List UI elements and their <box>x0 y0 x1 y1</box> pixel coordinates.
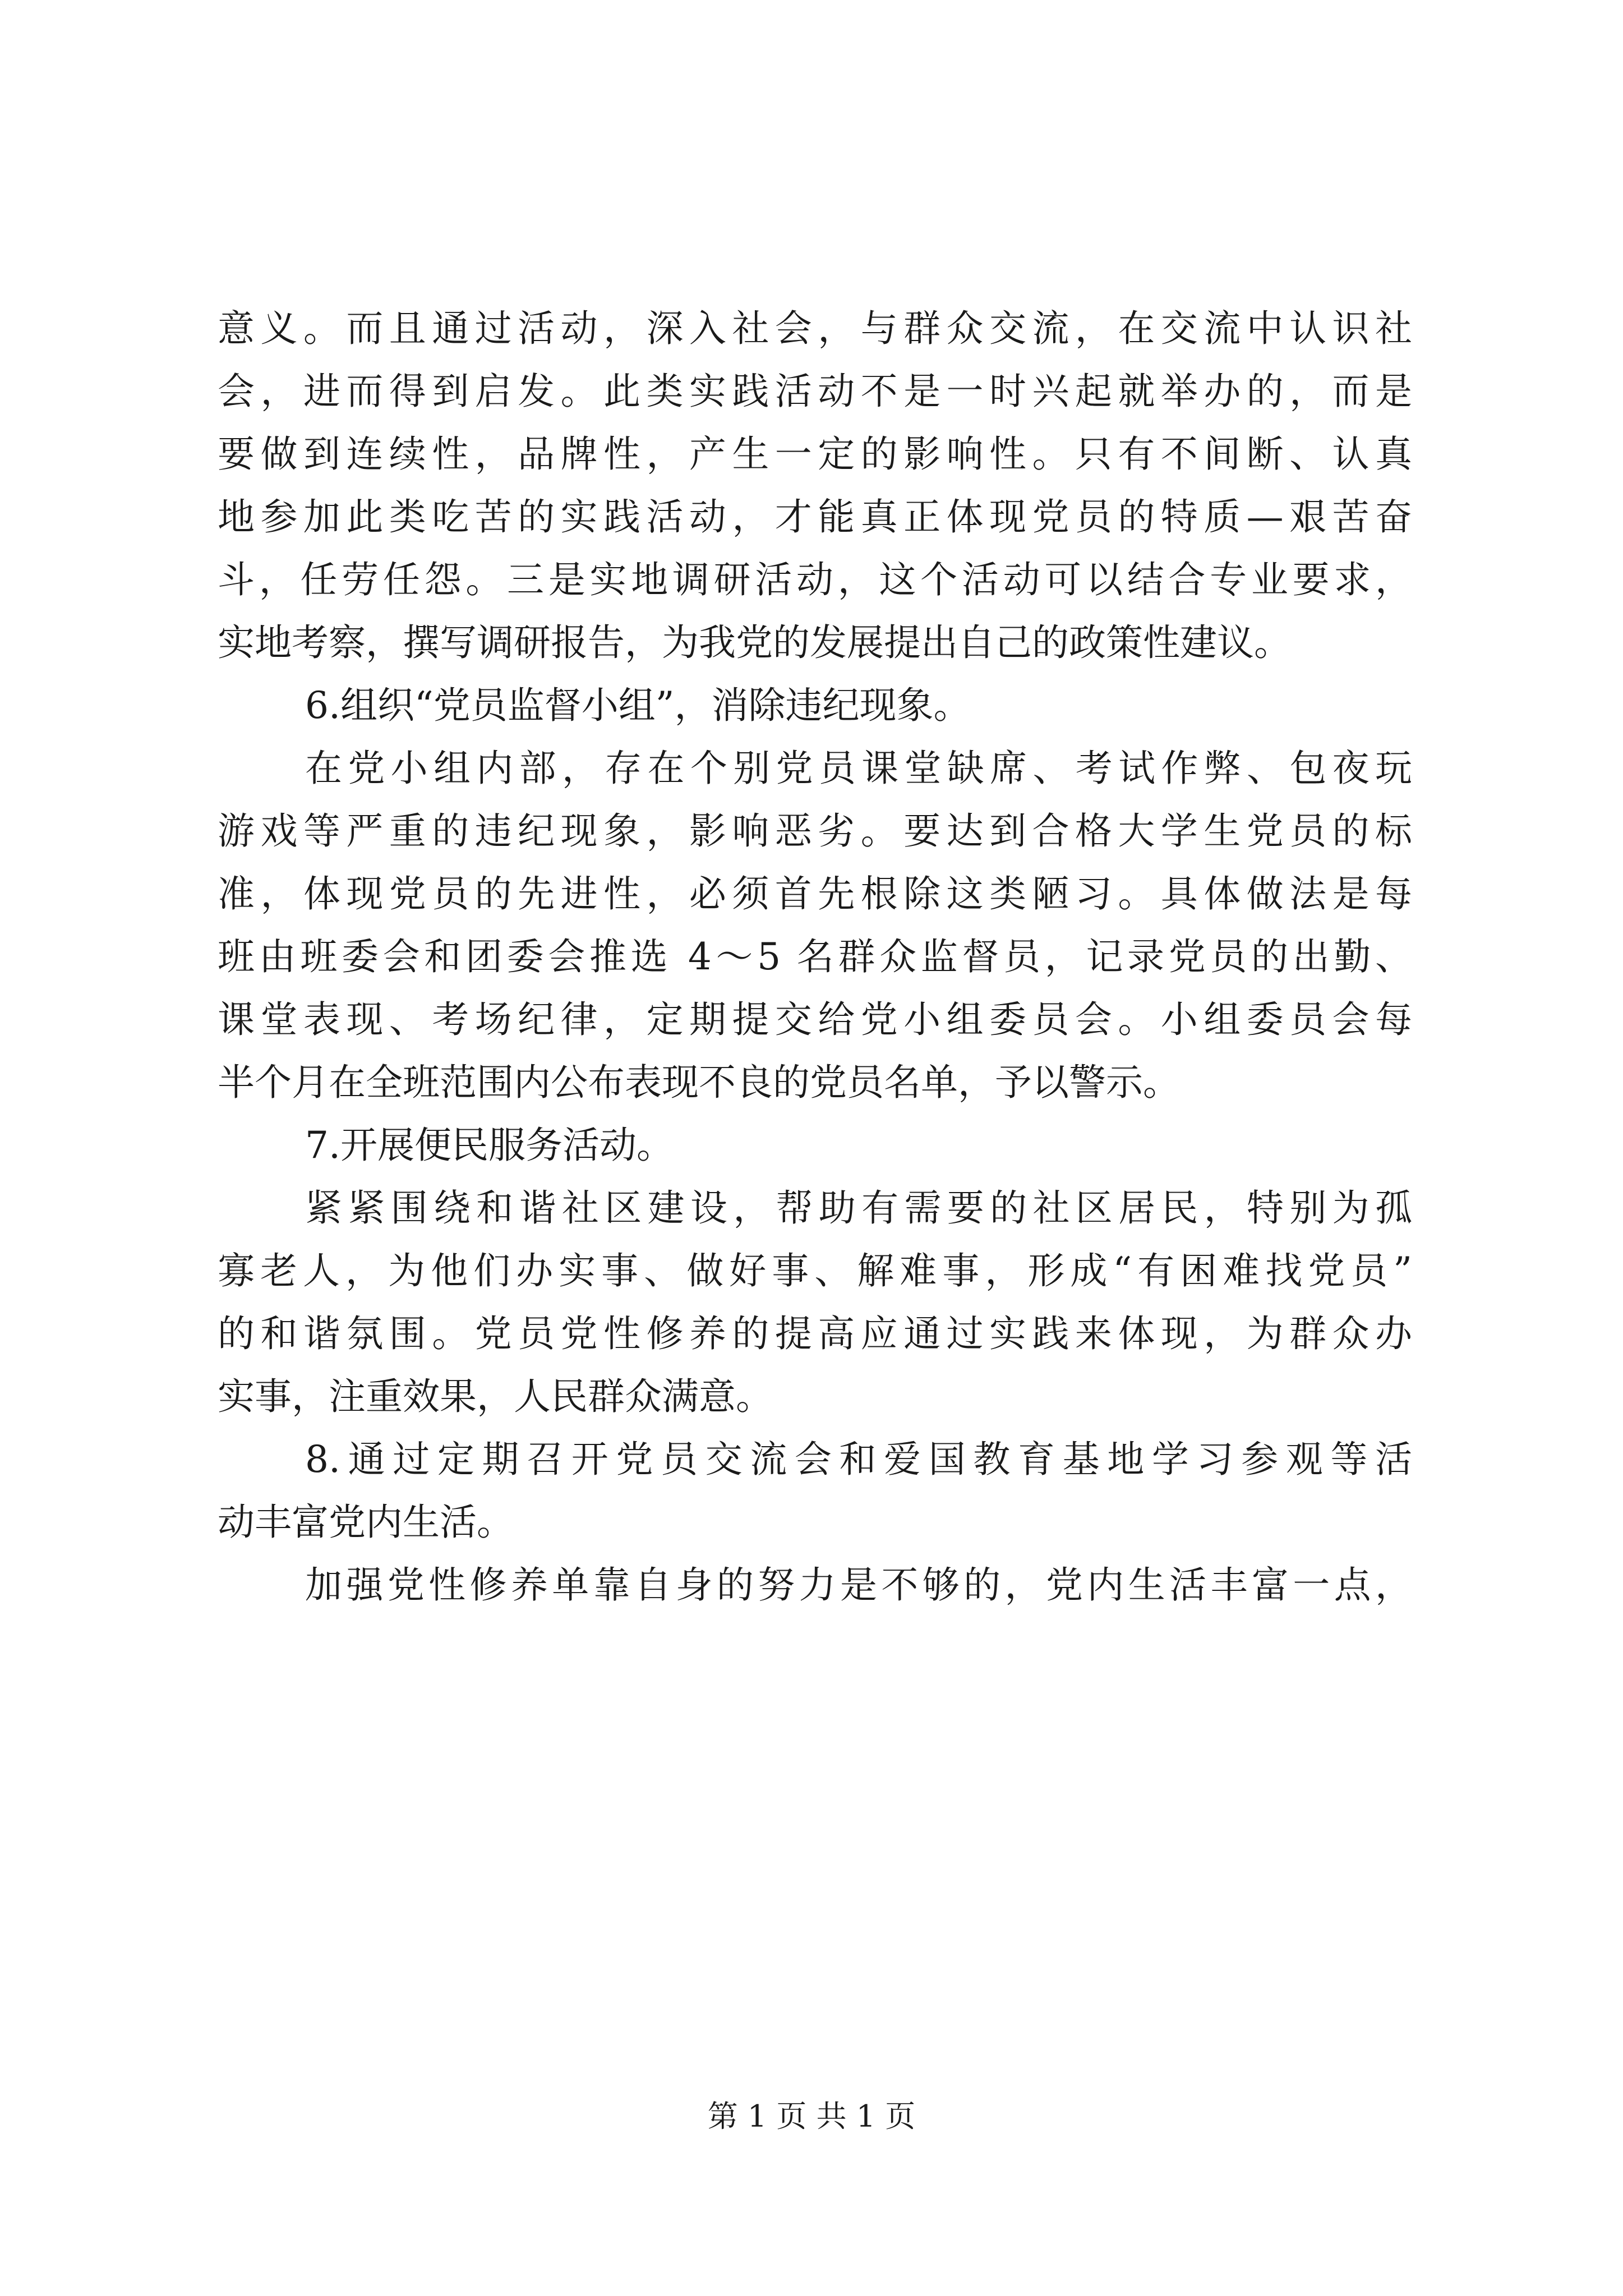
text-line: 会，进而得到启发。此类实践活动不是一时兴起就举办的，而是 <box>218 370 1412 413</box>
text-line: 意义。而且通过活动，深入社会，与群众交流，在交流中认识社 <box>218 307 1412 350</box>
text-line: 课堂表现、考场纪律，定期提交给党小组委员会。小组委员会每 <box>218 998 1412 1041</box>
section-heading: 动丰富党内生活。 <box>218 1501 514 1544</box>
text-line: 实地考察，撰写调研报告，为我党的发展提出自己的政策性建议。 <box>218 621 1291 664</box>
section-heading: 7.开展便民服务活动。 <box>305 1124 674 1167</box>
text-line: 加强党性修养单靠自身的努力是不够的，党内生活丰富一点， <box>305 1563 1412 1607</box>
text-line: 地参加此类吃苦的实践活动，才能真正体现党员的特质—艰苦奋 <box>218 495 1412 539</box>
text-line: 要做到连续性，品牌性，产生一定的影响性。只有不间断、认真 <box>218 432 1412 476</box>
section-heading: 6.组织“党员监督小组”，消除违纪现象。 <box>305 684 971 727</box>
text-line: 寡老人，为他们办实事、做好事、解难事，形成“有困难找党员” <box>218 1249 1412 1292</box>
text-line: 紧紧围绕和谐社区建设，帮助有需要的社区居民，特别为孤 <box>305 1186 1412 1230</box>
text-line: 准，体现党员的先进性，必须首先根除这类陋习。具体做法是每 <box>218 872 1412 915</box>
text-line: 在党小组内部，存在个别党员课堂缺席、考试作弊、包夜玩 <box>305 747 1412 790</box>
section-heading: 8.通过定期召开党员交流会和爱国教育基地学习参观等活 <box>305 1438 1412 1481</box>
text-line: 游戏等严重的违纪现象，影响恶劣。要达到合格大学生党员的标 <box>218 809 1412 853</box>
text-line: 斗，任劳任怨。三是实地调研活动，这个活动可以结合专业要求， <box>218 558 1412 601</box>
text-line: 的和谐氛围。党员党性修养的提高应通过实践来体现，为群众办 <box>218 1312 1412 1355</box>
text-line: 实事，注重效果，人民群众满意。 <box>218 1375 773 1418</box>
text-line: 半个月在全班范围内公布表现不良的党员名单，予以警示。 <box>218 1061 1180 1104</box>
document-body <box>218 297 1412 1617</box>
page-number-footer: 第 1 页 共 1 页 <box>707 2099 916 2134</box>
text-line: 班由班委会和团委会推选 4～5 名群众监督员，记录党员的出勤、 <box>218 935 1412 978</box>
